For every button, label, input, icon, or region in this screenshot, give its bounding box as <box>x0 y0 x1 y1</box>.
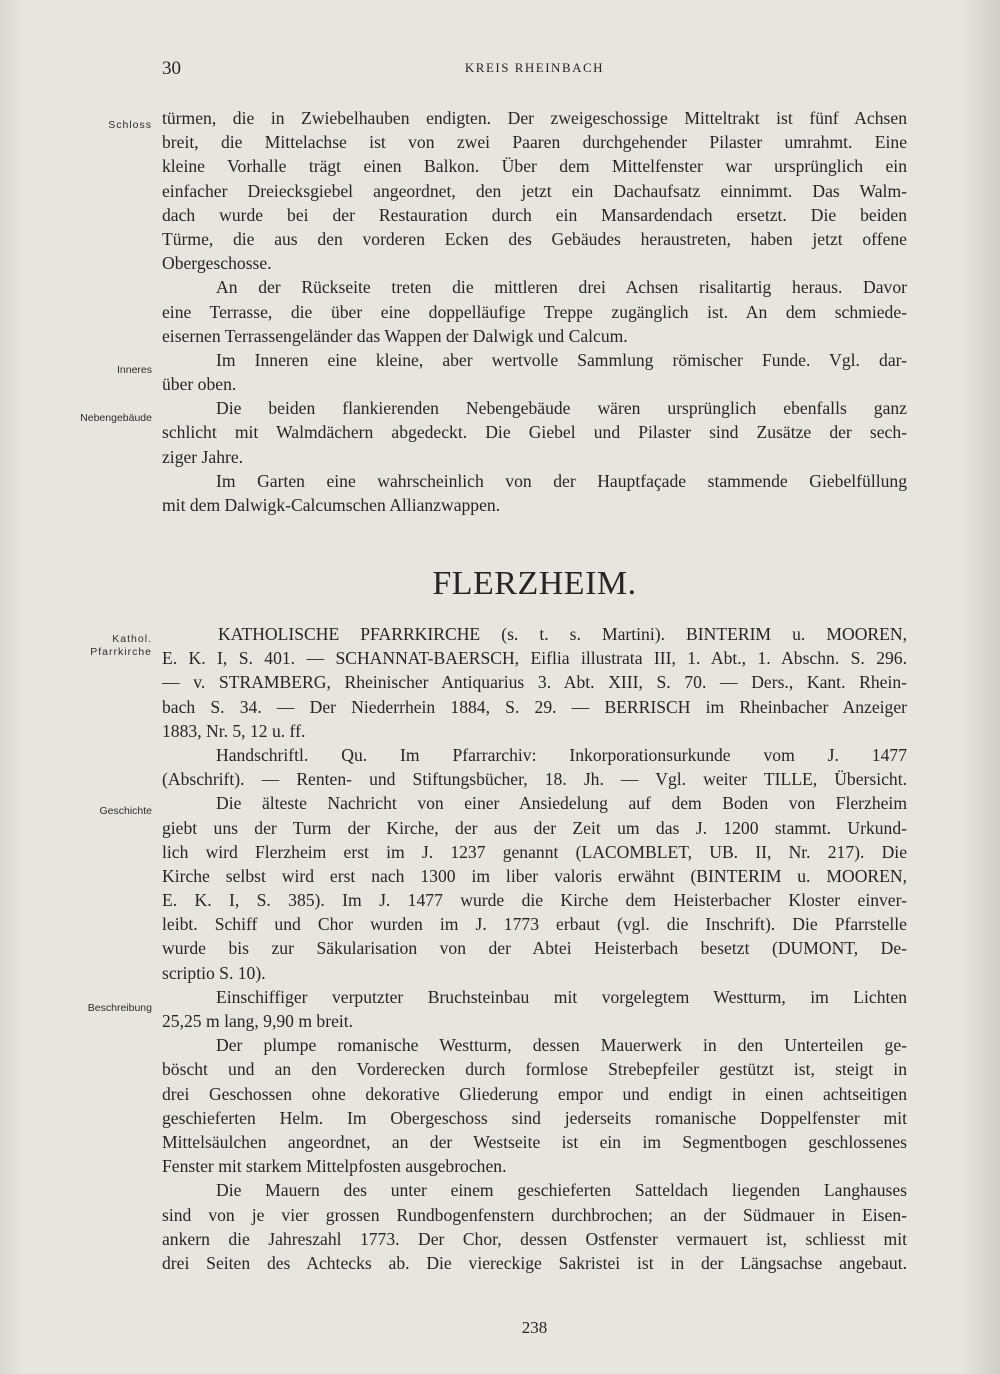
page-shadow-left <box>0 0 22 1374</box>
page-shadow-right <box>960 0 1000 1374</box>
text-line: eine Terrasse, die über eine doppelläufige Treppe zugänglich ist. An dem schmiede- <box>162 301 907 322</box>
text-line: Mittelsäulchen angeordnet, an der Westseite ist ein im Segmentbogen geschlossenes <box>162 1131 907 1152</box>
text-line: Fenster mit starkem Mittelpfosten ausgebrochen. <box>162 1156 507 1177</box>
text-line: Kirche selbst wird erst nach 1300 im liber valoris erwähnt (BINTERIM u. MOOREN, <box>162 865 907 886</box>
text-line: über oben. <box>162 374 237 395</box>
text-line: 1883, Nr. 5, 12 u. ff. <box>162 720 306 741</box>
margin-note-inneres: Inneres <box>116 364 152 376</box>
margin-note-schloss: Schloss <box>108 119 152 131</box>
text-line: — v. STRAMBERG, Rheinischer Antiquarius 3. Abt. XIII, S. 70. — Ders., Kant. Rhein- <box>162 672 907 693</box>
text-line: schlicht mit Walmdächern abgedeckt. Die Giebel und Pilaster sind Zusätze der sech- <box>162 422 907 443</box>
text-line: böscht und an den Vorderecken durch formlose Strebepfeiler gestützt ist, steigt in <box>162 1059 907 1080</box>
page-number: 30 <box>162 58 181 79</box>
text-line: Die älteste Nachricht von einer Ansiedelung auf dem Boden von Flerzheim <box>216 793 907 814</box>
margin-note-nebengebaeude: Nebengebäude <box>80 412 152 424</box>
text-line: Die Mauern des unter einem geschieferten Satteldach liegenden Langhauses <box>216 1180 907 1201</box>
text-line: lich wird Flerzheim erst im J. 1237 genannt (LACOMBLET, UB. II, Nr. 217). Die <box>162 841 907 862</box>
text-line: ankern die Jahreszahl 1773. Der Chor, dessen Ostfenster vermauert ist, schliesst mit <box>162 1228 907 1249</box>
text-line: (Abschrift). — Renten- und Stiftungsbücher, 18. Jh. — Vgl. weiter TILLE, Übersicht. <box>162 769 907 790</box>
text-line: bach S. 34. — Der Niederrhein 1884, S. 29. — BERRISCH im Rheinbacher Anzeiger <box>162 696 907 717</box>
text-line: einfacher Dreiecksgiebel angeordnet, den jetzt ein Dachaufsatz einnimmt. Das Walm- <box>162 180 907 201</box>
text-line: E. K. I, S. 385). Im J. 1477 wurde die Kirche dem Heisterbacher Kloster einver- <box>162 890 907 911</box>
text-line: leibt. Schiff und Chor wurden im J. 1773 erbaut (vgl. die Inschrift). Die Pfarrstelle <box>162 914 907 935</box>
text-line: E. K. I, S. 401. — SCHANNAT-BAERSCH, Eiflia illustrata III, 1. Abt., 1. Abschn. S. 296. <box>162 648 907 669</box>
text-line: Einschiffiger verputzter Bruchsteinbau mit vorgelegtem Westturm, im Lichten <box>216 986 907 1007</box>
text-line: Obergeschosse. <box>162 253 272 274</box>
text-line: Der plumpe romanische Westturm, dessen Mauerwerk in den Unterteilen ge- <box>216 1035 907 1056</box>
text-line: breit, die Mittelachse ist von zwei Paaren durchgehender Pilaster umrahmt. Eine <box>162 132 907 153</box>
text-line: scriptio S. 10). <box>162 962 266 983</box>
text-line: geschieferten Helm. Im Obergeschoss sind jederseits romanische Doppelfenster mit <box>162 1107 907 1128</box>
text-line: giebt uns der Turm der Kirche, der aus der Zeit um das J. 1200 stammt. Urkund- <box>162 817 907 838</box>
text-line: drei Seiten des Achtecks ab. Die viereckige Sakristei ist in der Längsachse angebaut. <box>162 1252 907 1273</box>
text-line: eisernen Terrassengeländer das Wappen der Dalwigk und Calcum. <box>162 325 628 346</box>
text-line: Im Garten eine wahrscheinlich von der Hauptfaçade stammende Giebelfüllung <box>216 470 907 491</box>
text-line: Handschriftl. Qu. Im Pfarrarchiv: Inkorporationsurkunde vom J. 1477 <box>216 744 907 765</box>
section-heading: FLERZHEIM. <box>432 565 637 602</box>
section-flerzheim-text <box>162 622 907 1275</box>
text-line: Im Inneren eine kleine, aber wertvolle Sammlung römischer Funde. Vgl. dar- <box>216 349 907 370</box>
margin-note-geschichte: Geschichte <box>99 805 152 817</box>
margin-note-beschreibung: Beschreibung <box>87 1002 152 1014</box>
text-line: dach wurde bei der Restauration durch ein Mansardendach ersetzt. Die beiden <box>162 204 907 225</box>
text-line: türmen, die in Zwiebelhauben endigten. Der zweigeschossige Mitteltrakt ist fünf Achsen <box>162 108 907 128</box>
text-line: Türme, die aus den vorderen Ecken des Gebäudes heraustreten, haben jetzt offene <box>162 228 907 249</box>
text-line: wurde bis zur Säkularisation von der Abtei Heisterbach besetzt (DUMONT, De- <box>162 938 907 959</box>
running-title: KREIS RHEINBACH <box>464 60 605 75</box>
text-line: kleine Vorhalle trägt einen Balkon. Über dem Mittelfenster war ursprünglich ein <box>162 156 907 177</box>
page-header <box>162 58 907 82</box>
text-line: drei Geschossen ohne dekorative Gliederung empor und endigt in einen achtseitigen <box>162 1083 907 1104</box>
text-line: mit dem Dalwigk-Calcumschen Allianzwappen. <box>162 495 501 515</box>
text-line: KATHOLISCHE PFARRKIRCHE (s. t. s. Martini). BINTERIM u. MOOREN, <box>218 624 907 644</box>
margin-note-kathol: Kathol. <box>112 633 152 645</box>
section-schloss-text <box>162 106 907 517</box>
footer-page-number: 238 <box>521 1318 548 1337</box>
margin-note-pfarrkirche: Pfarrkirche <box>90 646 152 658</box>
text-line: 25,25 m lang, 9,90 m breit. <box>162 1011 354 1031</box>
text-line: An der Rückseite treten die mittleren drei Achsen risalitartig heraus. Davor <box>216 277 907 298</box>
text-line: ziger Jahre. <box>162 446 244 467</box>
text-line: sind von je vier grossen Rundbogenfenstern durchbrochen; an der Südmauer in Eisen- <box>162 1204 907 1225</box>
text-line: Die beiden flankierenden Nebengebäude wären ursprünglich ebenfalls ganz <box>216 398 907 419</box>
